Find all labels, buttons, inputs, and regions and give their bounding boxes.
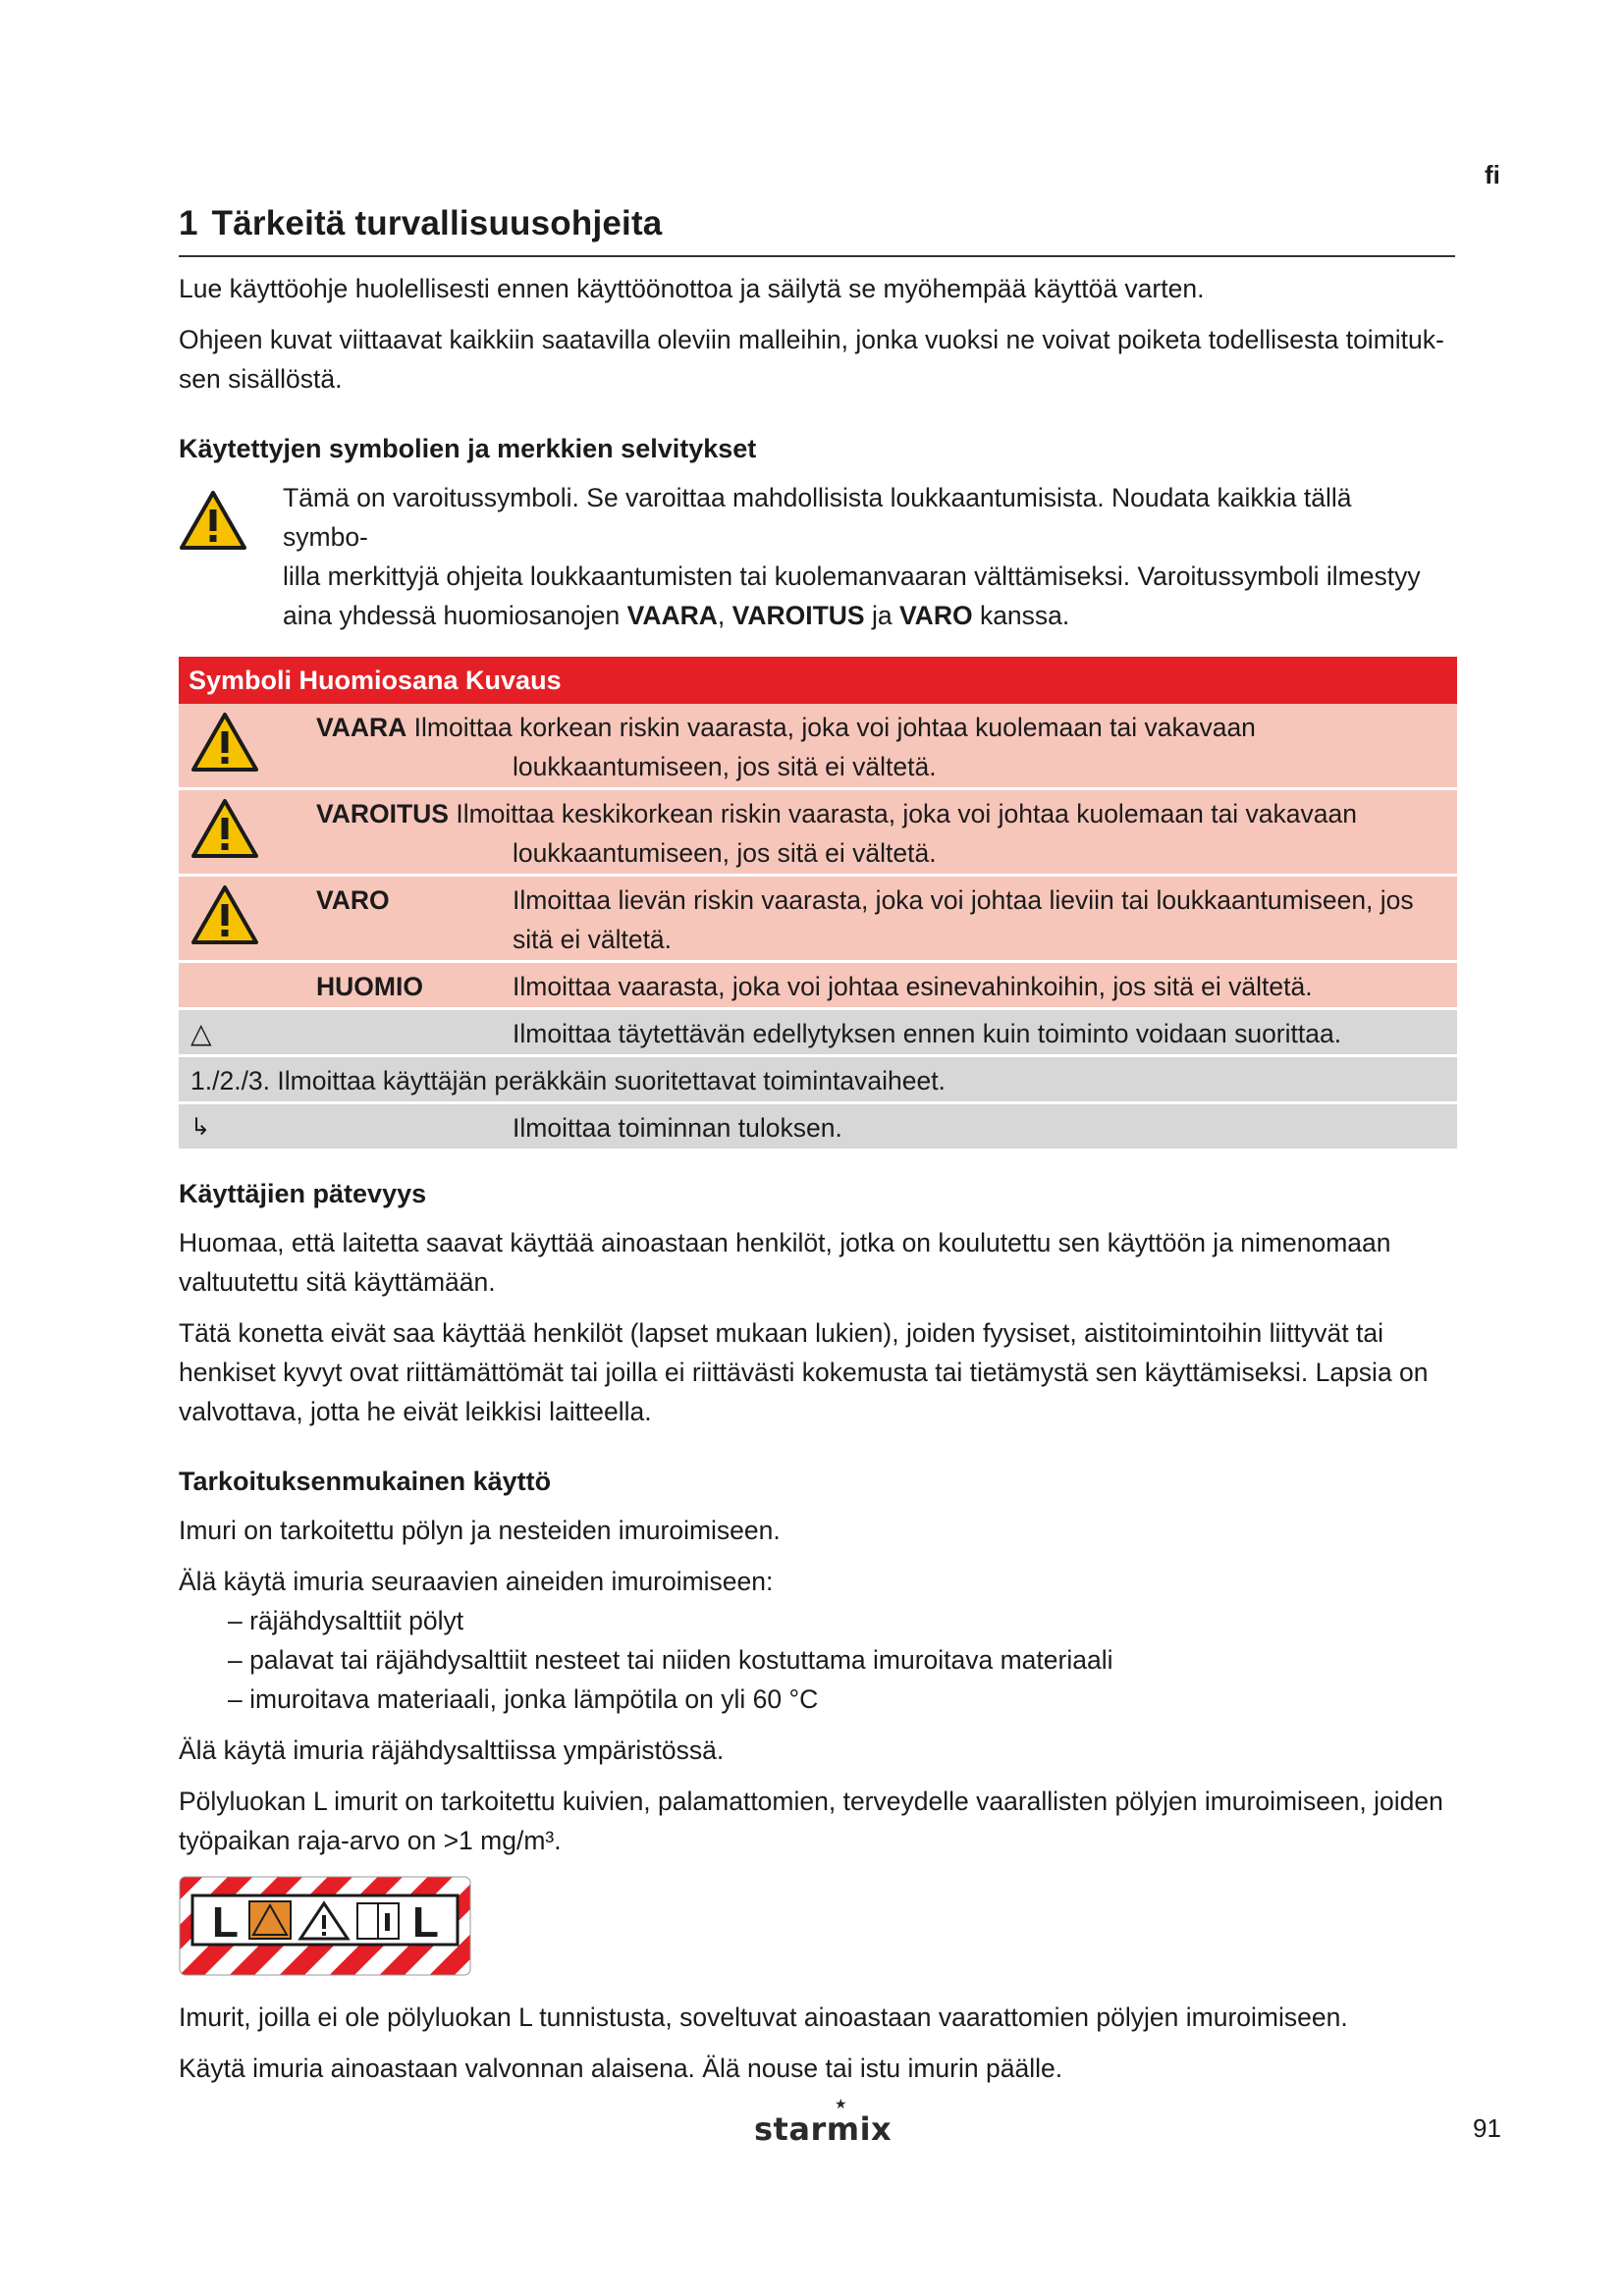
table-row xyxy=(179,1057,1457,1104)
table-row xyxy=(179,877,1457,963)
intended-use-heading: Tarkoituksenmukainen käyttö xyxy=(179,1467,552,1496)
table-row-content xyxy=(316,704,1457,786)
section-number: 1 xyxy=(179,204,198,242)
table-row-content xyxy=(513,877,1457,959)
warning-triangle-icon xyxy=(179,704,316,783)
warning-triangle-icon xyxy=(179,490,247,551)
logo-star-icon: ★ xyxy=(835,2097,848,2112)
starmix-logo xyxy=(754,2097,893,2148)
signal-word: VARO xyxy=(316,885,390,915)
separator: ja xyxy=(864,601,899,630)
row-description: Ilmoittaa korkean riskin vaarasta, joka voi johtaa kuolemaan tai vakavaan xyxy=(406,713,1256,742)
signal-word: VAARA xyxy=(316,713,407,742)
language-marker: fi xyxy=(1485,160,1500,189)
warning-text-line-2: lilla merkittyjä ohjeita loukkaantumisten tai kuolemanvaaran välttämiseksi. Varoitussymboli ilmestyy xyxy=(283,561,1421,591)
warning-symbol-text xyxy=(283,478,1441,635)
section-title-text: Tärkeitä turvallisuusohjeita xyxy=(211,204,663,242)
competence-p2-line-1: Tätä konetta eivät saa käyttää henkilöt (lapset mukaan lukien), joiden fyysiset, aistitoimintoihin liittyvät tai xyxy=(179,1318,1383,1348)
signal-word-varo: VARO xyxy=(898,601,973,630)
dust-class-l-label-icon xyxy=(179,1876,471,1976)
signal-word-varoitus: VAROITUS xyxy=(731,601,865,630)
result-arrow-icon: ↳ xyxy=(190,1114,211,1141)
list-item: – palavat tai räjähdysalttiit nesteet tai niiden kostuttama imuroitava materiaali xyxy=(228,1645,1113,1675)
list-item: – imuroitava materiaali, jonka lämpötila on yli 60 °C xyxy=(228,1684,819,1714)
page-number: 91 xyxy=(1473,2113,1501,2143)
prohibited-materials-list xyxy=(179,1601,1455,1719)
separator: , xyxy=(717,601,732,630)
list-item: – räjähdysalttiit pölyt xyxy=(228,1606,464,1635)
competence-paragraph-1 xyxy=(179,1223,1455,1302)
table-row-content xyxy=(316,790,1457,873)
signal-word: HUOMIO xyxy=(316,972,423,1001)
intro-paragraph-2-line-2: sen sisällöstä. xyxy=(179,364,343,394)
competence-heading: Käyttäjien pätevyys xyxy=(179,1179,427,1208)
intro-paragraph-1: Lue käyttöohje huolellisesti ennen käyttöönottoa ja säilytä se myöhempää käyttöä varten. xyxy=(179,274,1205,303)
competence-paragraph-2 xyxy=(179,1313,1455,1431)
row-description: Ilmoittaa keskikorkean riskin vaarasta, joka voi johtaa kuolemaan tai vakavaan xyxy=(448,799,1357,828)
intended-use-p4-line-2: työpaikan raja-arvo on >1 mg/m³. xyxy=(179,1826,562,1855)
intro-paragraph-2 xyxy=(179,320,1455,399)
warning-triangle-icon xyxy=(179,877,316,956)
symbols-heading: Käytettyjen symbolien ja merkkien selvitykset xyxy=(179,434,757,463)
page-content xyxy=(179,204,1455,2088)
intended-use-paragraph-2: Älä käytä imuria seuraavien aineiden imuroimiseen: xyxy=(179,1567,774,1596)
row-description: Ilmoittaa toiminnan tuloksen. xyxy=(513,1113,842,1143)
warning-triangle-icon xyxy=(179,790,316,870)
warning-text-line-1: Tämä on varoitussymboli. Se varoittaa mahdollisista loukkaantumisista. Noudata kaikkia tällä symbo- xyxy=(283,483,1352,552)
svg-text:L: L xyxy=(212,1898,239,1947)
row-description: 1./2./3. Ilmoittaa käyttäjän peräkkäin suoritettavat toimintavaiheet. xyxy=(190,1066,946,1095)
row-description: Ilmoittaa täytettävän edellytyksen ennen kuin toiminto voidaan suorittaa. xyxy=(513,1019,1342,1048)
section-title xyxy=(179,204,1455,257)
symbol-table xyxy=(179,657,1457,1151)
warning-text-line-3-end: kanssa. xyxy=(972,601,1070,630)
row-description-cont: loukkaantumiseen, jos sitä ei vältetä. xyxy=(513,838,937,868)
warning-text-line-3: aina yhdessä huomiosanojen xyxy=(283,601,627,630)
prerequisite-triangle-icon: △ xyxy=(190,1018,212,1048)
table-row xyxy=(179,704,1457,790)
table-row xyxy=(179,1104,1457,1151)
competence-p2-line-3: valvottava, jotta he eivät leikkisi laitteella. xyxy=(179,1397,652,1426)
svg-text:L: L xyxy=(412,1898,439,1947)
table-row xyxy=(179,963,1457,1010)
row-description: Ilmoittaa lievän riskin vaarasta, joka voi johtaa lieviin tai loukkaantumiseen, jos xyxy=(513,885,1414,915)
signal-word: VAROITUS xyxy=(316,799,449,828)
warning-symbol-explanation xyxy=(179,478,1455,635)
row-description-cont: sitä ei vältetä. xyxy=(513,925,673,954)
table-row xyxy=(179,790,1457,877)
intended-use-paragraph-4 xyxy=(179,1782,1455,1860)
competence-p2-line-2: henkiset kyvyt ovat riittämättömät tai joilla ei riittävästi kokemusta tai tietämystä sen käyttämiseksi. Lapsia on xyxy=(179,1358,1429,1387)
signal-word-vaara: VAARA xyxy=(626,601,718,630)
row-description-cont: loukkaantumiseen, jos sitä ei vältetä. xyxy=(513,752,937,781)
competence-p1-line-2: valtuutettu sitä käyttämään. xyxy=(179,1267,496,1297)
intended-use-paragraph-3: Älä käytä imuria räjähdysalttiissa ympäristössä. xyxy=(179,1735,725,1765)
symbol-table-header: Symboli Huomiosana Kuvaus xyxy=(179,657,1457,704)
brand-name: starmix xyxy=(754,2110,893,2148)
intended-use-p4-line-1: Pölyluokan L imurit on tarkoitettu kuivien, palamattomien, terveydelle vaarallisten pölyjen imuroimiseen, joiden xyxy=(179,1787,1443,1816)
intended-use-paragraph-1: Imuri on tarkoitettu pölyn ja nesteiden imuroimiseen. xyxy=(179,1516,781,1545)
row-description: Ilmoittaa vaarasta, joka voi johtaa esinevahinkoihin, jos sitä ei vältetä. xyxy=(513,972,1313,1001)
competence-p1-line-1: Huomaa, että laitetta saavat käyttää ainoastaan henkilöt, jotka on koulutettu sen käyttöön ja nimenomaan xyxy=(179,1228,1391,1257)
intended-use-paragraph-5: Imurit, joilla ei ole pölyluokan L tunnistusta, soveltuvat ainoastaan vaarattomien pölyjen imuroimiseen. xyxy=(179,2002,1348,2032)
table-row xyxy=(179,1010,1457,1057)
intended-use-paragraph-6: Käytä imuria ainoastaan valvonnan alaisena. Älä nouse tai istu imurin päälle. xyxy=(179,2054,1063,2083)
intro-paragraph-2-line-1: Ohjeen kuvat viittaavat kaikkiin saatavilla oleviin malleihin, jonka vuoksi ne voivat poiketa todellisesta toimituk- xyxy=(179,325,1444,354)
